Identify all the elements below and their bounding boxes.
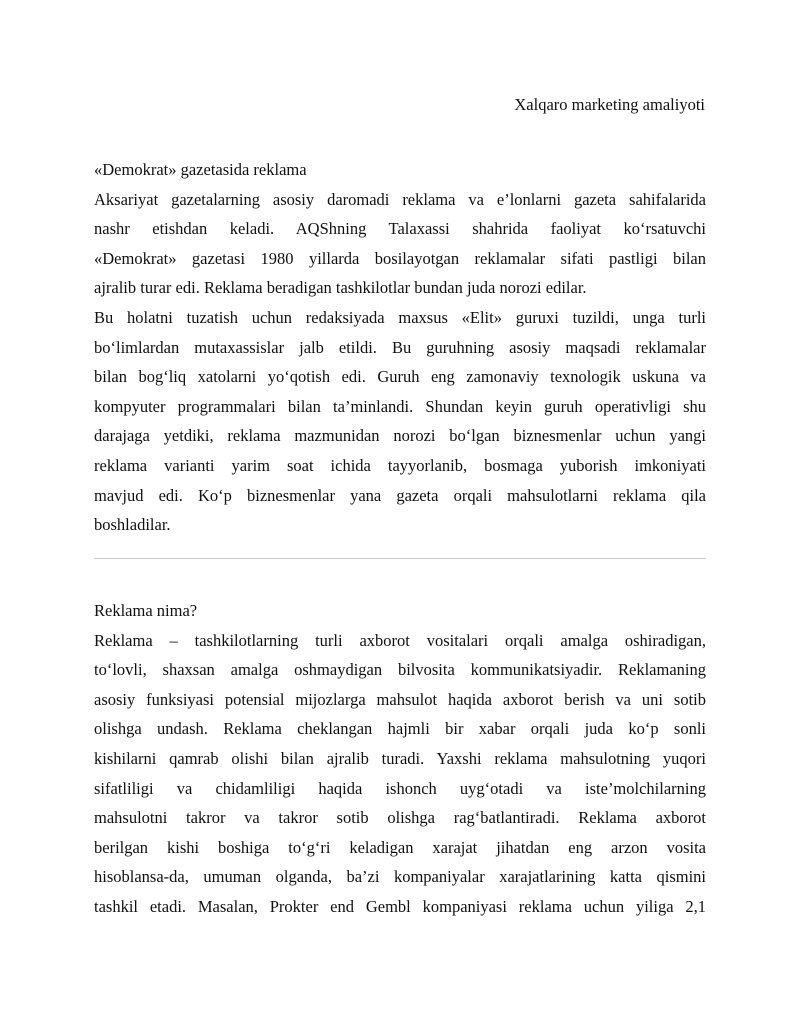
text-line: kompyuter programmalari bilan ta’minlandi. Shundan keyin guruh operativligi shu — [94, 396, 706, 416]
paragraph-1 — [94, 185, 706, 303]
text-line: hisoblansa-da, umuman olganda, ba’zi kompaniyalar xarajatlarining katta qismini — [94, 867, 706, 887]
text-line: asosiy funksiyasi potensial mijozlarga mahsulot haqida axborot berish va uni sotib — [94, 689, 706, 709]
text-line: bilan bog‘liq xatolarni yo‘qotish edi. Guruh eng zamonaviy texnologik uskuna va — [94, 367, 706, 387]
section-divider — [94, 558, 706, 559]
paragraph-3 — [94, 626, 706, 922]
paragraph-2 — [94, 303, 706, 540]
text-line: Bu holatni tuzatish uchun redaksiyada maxsus «Elit» guruxi tuzildi, unga turli — [94, 307, 706, 327]
text-line: Reklama – tashkilotlarning turli axborot vositalari orqali amalga oshiradigan, — [94, 630, 706, 650]
text-line: to‘lovli, shaxsan amalga oshmaydigan bilvosita kommunikatsiyadir. Reklamaning — [94, 660, 706, 680]
text-line: berilgan kishi boshiga to‘g‘ri keladigan xarajat jihatdan eng arzon vosita — [94, 837, 706, 857]
text-line: nashr etishdan keladi. AQShning Talaxassi shahrida faoliyat ko‘rsatuvchi — [94, 219, 706, 239]
text-line: reklama varianti yarim soat ichida tayyorlanib, bosmaga yuborish imkoniyati — [94, 455, 706, 475]
text-line: Aksariyat gazetalarning asosiy daromadi reklama va e’lonlarni gazeta sahifalarida — [94, 189, 706, 209]
text-line: bo‘limlardan mutaxassislar jalb etildi. Bu guruhning asosiy maqsadi reklamalar — [94, 337, 706, 357]
text-line: mahsulotni takror va takror sotib olishga rag‘batlantiradi. Reklama axborot — [94, 808, 706, 828]
text-line: mavjud edi. Ko‘p biznesmenlar yana gazeta orqali mahsulotlarni reklama qila — [94, 485, 706, 505]
text-line: olishga undash. Reklama cheklangan hajmli bir xabar orqali juda ko‘p sonli — [94, 719, 706, 739]
section-heading: «Demokrat» gazetasida reklama — [94, 160, 307, 179]
text-line: kishilarni qamrab olishi bilan ajralib turadi. Yaxshi reklama mahsulotning yuqori — [94, 748, 706, 768]
text-line: «Demokrat» gazetasi 1980 yillarda bosilayotgan reklamalar sifati pastligi bilan — [94, 248, 706, 268]
text-line: sifatliligi va chidamliligi haqida ishonch uyg‘otadi va iste’molchilarning — [94, 778, 706, 798]
section-what-is-advertising — [94, 596, 706, 922]
text-line: ajralib turar edi. Reklama beradigan tashkilotlar bundan juda norozi edilar. — [94, 278, 587, 298]
section-democrat — [94, 155, 706, 540]
text-line: tashkil etadi. Masalan, Prokter end Gembl kompaniyasi reklama uchun yiliga 2,1 — [94, 896, 706, 916]
section-heading: Reklama nima? — [94, 601, 198, 620]
running-header: Xalqaro marketing amaliyoti — [514, 95, 705, 114]
text-line: darajaga yetdiki, reklama mazmunidan norozi bo‘lgan biznesmenlar uchun yangi — [94, 426, 706, 446]
text-line: boshladilar. — [94, 515, 171, 535]
